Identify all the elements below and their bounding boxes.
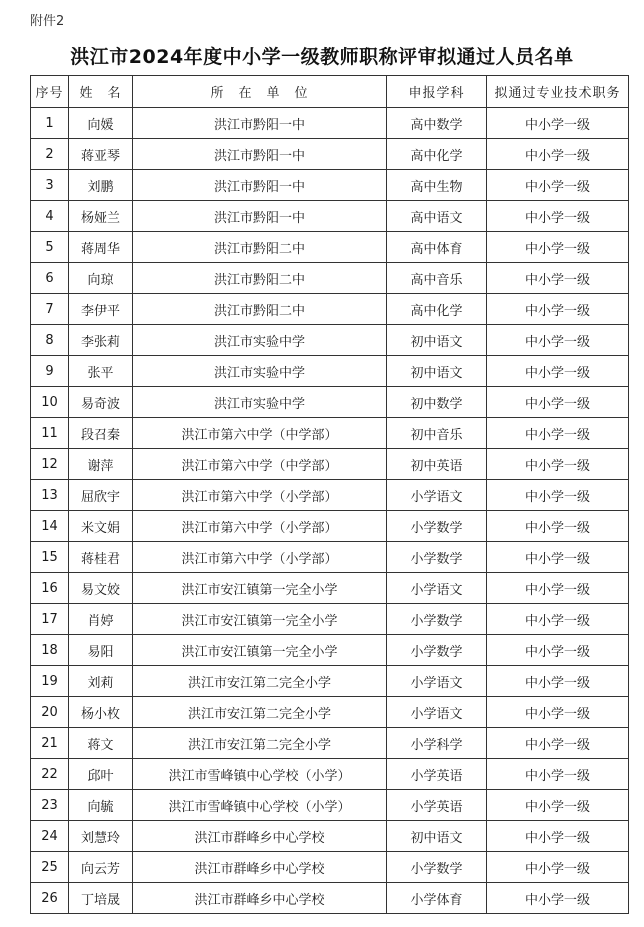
cell-title-grade: 中小学一级: [487, 635, 629, 666]
cell-serial: 16: [31, 573, 69, 604]
header-row: [31, 76, 629, 108]
cell-unit: 洪江市黔阳一中: [133, 108, 387, 139]
cell-serial: 25: [31, 852, 69, 883]
cell-name: 刘慧玲: [69, 821, 133, 852]
cell-serial: 1: [31, 108, 69, 139]
cell-unit: 洪江市安江第二完全小学: [133, 728, 387, 759]
table-row: [31, 325, 629, 356]
cell-title-grade: 中小学一级: [487, 449, 629, 480]
cell-unit: 洪江市第六中学（小学部）: [133, 480, 387, 511]
cell-subject: 小学数学: [387, 542, 487, 573]
table-row: [31, 356, 629, 387]
cell-serial: 21: [31, 728, 69, 759]
cell-name: 易奇波: [69, 387, 133, 418]
cell-name: 谢萍: [69, 449, 133, 480]
cell-serial: 24: [31, 821, 69, 852]
cell-subject: 高中生物: [387, 170, 487, 201]
cell-unit: 洪江市黔阳一中: [133, 201, 387, 232]
cell-serial: 5: [31, 232, 69, 263]
cell-name: 李伊平: [69, 294, 133, 325]
cell-subject: 高中语文: [387, 201, 487, 232]
cell-serial: 7: [31, 294, 69, 325]
header-name: 姓 名: [69, 76, 133, 108]
cell-unit: 洪江市安江镇第一完全小学: [133, 573, 387, 604]
cell-unit: 洪江市实验中学: [133, 387, 387, 418]
header-title-grade: 拟通过专业技术职务: [487, 76, 629, 108]
cell-title-grade: 中小学一级: [487, 542, 629, 573]
cell-name: 蒋亚琴: [69, 139, 133, 170]
header-serial: 序号: [31, 76, 69, 108]
cell-name: 刘莉: [69, 666, 133, 697]
table-row: [31, 573, 629, 604]
table-row: [31, 542, 629, 573]
cell-title-grade: 中小学一级: [487, 108, 629, 139]
roster-body: [31, 108, 629, 914]
table-row: [31, 635, 629, 666]
cell-unit: 洪江市黔阳一中: [133, 170, 387, 201]
cell-name: 向琼: [69, 263, 133, 294]
cell-title-grade: 中小学一级: [487, 294, 629, 325]
cell-subject: 小学语文: [387, 697, 487, 728]
cell-title-grade: 中小学一级: [487, 666, 629, 697]
cell-serial: 23: [31, 790, 69, 821]
cell-unit: 洪江市黔阳一中: [133, 139, 387, 170]
cell-title-grade: 中小学一级: [487, 325, 629, 356]
cell-subject: 高中化学: [387, 139, 487, 170]
cell-title-grade: 中小学一级: [487, 852, 629, 883]
cell-unit: 洪江市群峰乡中心学校: [133, 821, 387, 852]
cell-serial: 20: [31, 697, 69, 728]
cell-name: 张平: [69, 356, 133, 387]
cell-subject: 高中数学: [387, 108, 487, 139]
cell-title-grade: 中小学一级: [487, 356, 629, 387]
header-unit: 所 在 单 位: [133, 76, 387, 108]
cell-title-grade: 中小学一级: [487, 573, 629, 604]
cell-title-grade: 中小学一级: [487, 728, 629, 759]
cell-unit: 洪江市黔阳二中: [133, 294, 387, 325]
cell-unit: 洪江市群峰乡中心学校: [133, 852, 387, 883]
cell-unit: 洪江市黔阳二中: [133, 263, 387, 294]
table-row: [31, 728, 629, 759]
cell-serial: 10: [31, 387, 69, 418]
cell-subject: 小学科学: [387, 728, 487, 759]
cell-title-grade: 中小学一级: [487, 232, 629, 263]
cell-unit: 洪江市第六中学（小学部）: [133, 511, 387, 542]
cell-serial: 15: [31, 542, 69, 573]
document-title: 洪江市2024年度中小学一级教师职称评审拟通过人员名单: [70, 46, 574, 68]
cell-serial: 18: [31, 635, 69, 666]
cell-subject: 小学英语: [387, 759, 487, 790]
table-row: [31, 821, 629, 852]
cell-subject: 初中语文: [387, 325, 487, 356]
cell-serial: 17: [31, 604, 69, 635]
cell-unit: 洪江市实验中学: [133, 356, 387, 387]
cell-unit: 洪江市实验中学: [133, 325, 387, 356]
cell-subject: 小学英语: [387, 790, 487, 821]
cell-name: 肖婷: [69, 604, 133, 635]
cell-subject: 初中音乐: [387, 418, 487, 449]
cell-title-grade: 中小学一级: [487, 883, 629, 914]
table-row: [31, 263, 629, 294]
cell-name: 杨小枚: [69, 697, 133, 728]
cell-name: 向云芳: [69, 852, 133, 883]
cell-name: 向毓: [69, 790, 133, 821]
cell-name: 段召秦: [69, 418, 133, 449]
header-subject: 申报学科: [387, 76, 487, 108]
cell-name: 杨娅兰: [69, 201, 133, 232]
cell-unit: 洪江市雪峰镇中心学校（小学）: [133, 790, 387, 821]
table-row: [31, 759, 629, 790]
cell-subject: 小学数学: [387, 635, 487, 666]
cell-title-grade: 中小学一级: [487, 697, 629, 728]
cell-title-grade: 中小学一级: [487, 759, 629, 790]
cell-name: 易文姣: [69, 573, 133, 604]
table-row: [31, 108, 629, 139]
cell-name: 蒋文: [69, 728, 133, 759]
attachment-label: 附件2: [30, 14, 65, 29]
cell-title-grade: 中小学一级: [487, 139, 629, 170]
cell-subject: 高中化学: [387, 294, 487, 325]
table-row: [31, 790, 629, 821]
table-row: [31, 511, 629, 542]
cell-subject: 初中英语: [387, 449, 487, 480]
table-row: [31, 666, 629, 697]
cell-unit: 洪江市安江第二完全小学: [133, 666, 387, 697]
cell-subject: 小学数学: [387, 852, 487, 883]
cell-unit: 洪江市安江第二完全小学: [133, 697, 387, 728]
cell-subject: 小学语文: [387, 666, 487, 697]
cell-name: 蒋桂君: [69, 542, 133, 573]
cell-title-grade: 中小学一级: [487, 511, 629, 542]
cell-subject: 高中体育: [387, 232, 487, 263]
cell-unit: 洪江市雪峰镇中心学校（小学）: [133, 759, 387, 790]
cell-unit: 洪江市群峰乡中心学校: [133, 883, 387, 914]
cell-serial: 12: [31, 449, 69, 480]
cell-title-grade: 中小学一级: [487, 263, 629, 294]
cell-serial: 8: [31, 325, 69, 356]
table-row: [31, 697, 629, 728]
cell-subject: 高中音乐: [387, 263, 487, 294]
table-row: [31, 418, 629, 449]
cell-serial: 13: [31, 480, 69, 511]
cell-serial: 4: [31, 201, 69, 232]
cell-title-grade: 中小学一级: [487, 201, 629, 232]
cell-title-grade: 中小学一级: [487, 604, 629, 635]
cell-name: 李张莉: [69, 325, 133, 356]
cell-name: 向媛: [69, 108, 133, 139]
cell-serial: 2: [31, 139, 69, 170]
cell-subject: 小学数学: [387, 604, 487, 635]
cell-name: 丁培晟: [69, 883, 133, 914]
cell-serial: 14: [31, 511, 69, 542]
table-row: [31, 139, 629, 170]
cell-serial: 3: [31, 170, 69, 201]
cell-name: 米文娟: [69, 511, 133, 542]
cell-title-grade: 中小学一级: [487, 821, 629, 852]
cell-serial: 19: [31, 666, 69, 697]
table-row: [31, 387, 629, 418]
cell-serial: 26: [31, 883, 69, 914]
cell-subject: 初中语文: [387, 356, 487, 387]
cell-subject: 小学语文: [387, 480, 487, 511]
cell-title-grade: 中小学一级: [487, 480, 629, 511]
cell-unit: 洪江市第六中学（小学部）: [133, 542, 387, 573]
cell-title-grade: 中小学一级: [487, 790, 629, 821]
table-row: [31, 201, 629, 232]
cell-name: 刘鹏: [69, 170, 133, 201]
cell-title-grade: 中小学一级: [487, 170, 629, 201]
table-row: [31, 852, 629, 883]
cell-unit: 洪江市黔阳二中: [133, 232, 387, 263]
table-row: [31, 294, 629, 325]
cell-unit: 洪江市安江镇第一完全小学: [133, 604, 387, 635]
cell-unit: 洪江市安江镇第一完全小学: [133, 635, 387, 666]
cell-subject: 小学语文: [387, 573, 487, 604]
cell-serial: 6: [31, 263, 69, 294]
cell-name: 邱叶: [69, 759, 133, 790]
table-row: [31, 449, 629, 480]
cell-title-grade: 中小学一级: [487, 387, 629, 418]
cell-serial: 11: [31, 418, 69, 449]
table-row: [31, 883, 629, 914]
cell-subject: 小学数学: [387, 511, 487, 542]
cell-name: 屈欣宇: [69, 480, 133, 511]
roster-table: [30, 75, 629, 914]
cell-unit: 洪江市第六中学（中学部）: [133, 418, 387, 449]
table-row: [31, 232, 629, 263]
cell-serial: 9: [31, 356, 69, 387]
table-row: [31, 480, 629, 511]
cell-serial: 22: [31, 759, 69, 790]
cell-name: 蒋周华: [69, 232, 133, 263]
table-row: [31, 170, 629, 201]
table-row: [31, 604, 629, 635]
cell-name: 易阳: [69, 635, 133, 666]
cell-subject: 小学体育: [387, 883, 487, 914]
cell-subject: 初中数学: [387, 387, 487, 418]
cell-unit: 洪江市第六中学（中学部）: [133, 449, 387, 480]
cell-title-grade: 中小学一级: [487, 418, 629, 449]
cell-subject: 初中语文: [387, 821, 487, 852]
